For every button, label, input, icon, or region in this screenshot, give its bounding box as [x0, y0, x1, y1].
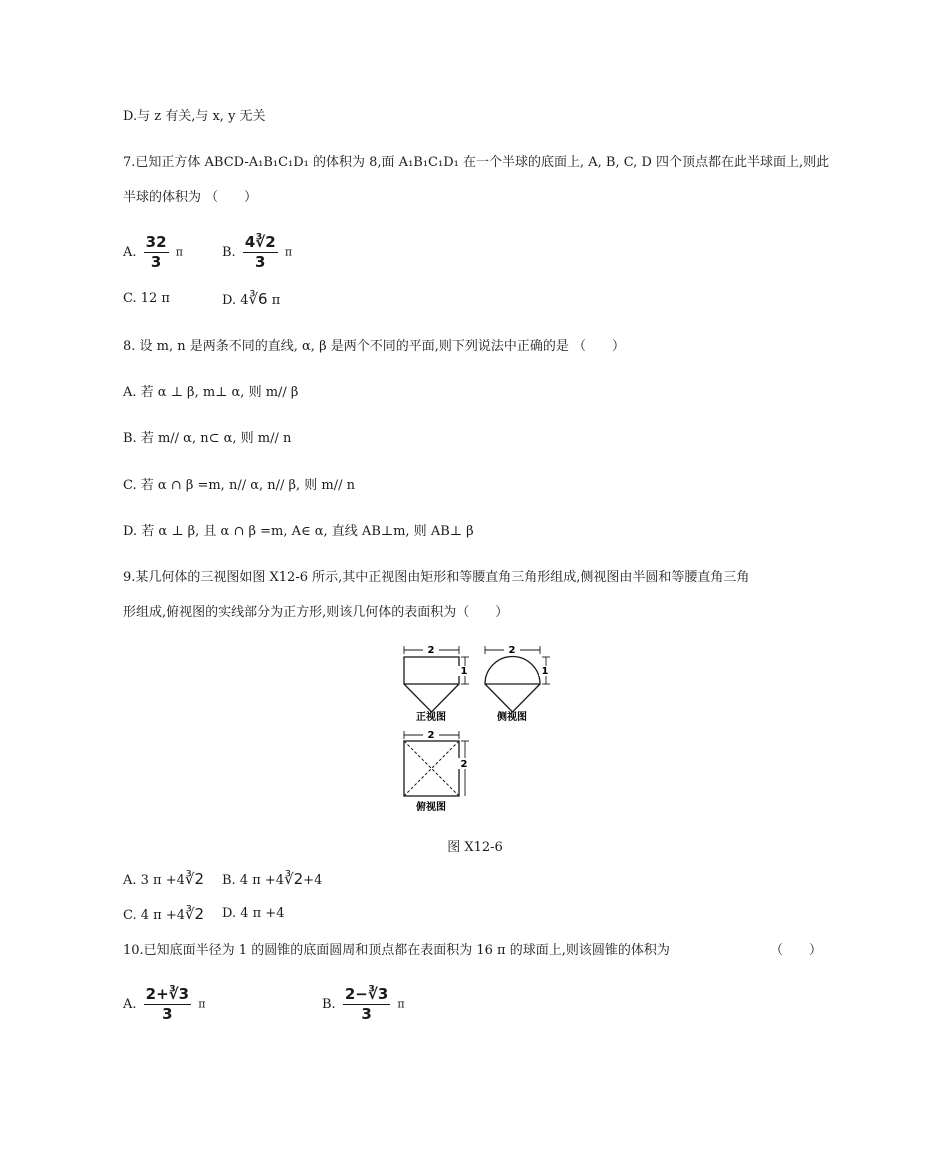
numerator: 2+∛3: [145, 985, 190, 1003]
option-suffix: +4: [303, 873, 323, 888]
q7-stem-line2: 半球的体积为 （ ）: [123, 190, 258, 205]
front-height-dim: 1: [460, 666, 468, 677]
side-width-dim: 2: [508, 645, 516, 656]
fraction: [144, 986, 191, 1023]
numerator: 2−∛3: [344, 985, 389, 1003]
q8-option-b: B. 若 m// α, n⊂ α, 则 m// n: [123, 431, 292, 446]
pi-symbol: π: [198, 997, 206, 1011]
cube-root: ∛6: [248, 290, 268, 308]
cube-root: ∛2: [184, 870, 205, 888]
numerator: 32: [145, 233, 167, 251]
top-height-dim: 2: [460, 759, 468, 770]
denominator: 3: [162, 1005, 173, 1023]
front-width-dim: 2: [427, 645, 435, 656]
cube-root: ∛2: [185, 905, 205, 923]
top-width-dim: 2: [427, 730, 435, 741]
q7-option-b: [222, 234, 292, 271]
denominator: 3: [255, 253, 266, 271]
front-view: [404, 646, 469, 712]
q9-option-a: [123, 870, 204, 890]
pi-symbol: π: [267, 293, 281, 308]
q10-option-b: [322, 986, 405, 1023]
q9-option-d: D. 4 π +4: [222, 906, 285, 921]
pi-symbol: π: [284, 245, 293, 259]
side-height-dim: 1: [541, 666, 549, 677]
option-label: B.: [322, 997, 336, 1012]
q8-option-a: A. 若 α ⊥ β, m⊥ α, 则 m// β: [123, 385, 299, 400]
top-view-label: 俯视图: [416, 802, 446, 813]
cube-root: ∛2: [284, 870, 304, 888]
pi-symbol: π: [175, 245, 183, 259]
option-text: D. 4: [222, 293, 249, 308]
numerator: 4∛2: [244, 233, 276, 251]
q7-option-c: C. 12 π: [123, 291, 170, 306]
q7-option-a: [123, 234, 183, 271]
fraction: [343, 986, 390, 1023]
pi-symbol: π: [397, 997, 405, 1011]
q8-option-c: C. 若 α ∩ β =m, n// α, n// β, 则 m// n: [123, 478, 356, 493]
q6-option-d: D.与 z 有关,与 x, y 无关: [123, 109, 266, 124]
q8-option-d: D. 若 α ⊥ β, 且 α ∩ β =m, A∈ α, 直线 AB⊥m, 则 AB⊥ β: [123, 524, 474, 539]
q9-stem-line1: 9.某几何体的三视图如图 X12-6 所示,其中正视图由矩形和等腰直角三角形组成,侧视图由半圆和等腰直角三角: [123, 570, 750, 585]
fraction: [144, 234, 169, 271]
denominator: 3: [150, 253, 162, 271]
q7-option-d: [222, 290, 280, 310]
q8-stem: 8. 设 m, n 是两条不同的直线, α, β 是两个不同的平面,则下列说法中正确的是 （ ）: [123, 339, 625, 354]
side-view-label: 侧视图: [497, 712, 527, 723]
q9-stem-line2: 形组成,俯视图的实线部分为正方形,则该几何体的表面积为（ ）: [123, 605, 509, 620]
q10-option-a: [123, 986, 206, 1023]
denominator: 3: [361, 1005, 372, 1023]
q9-option-c: [123, 905, 204, 925]
option-label: A.: [123, 245, 137, 260]
option-text: B. 4 π +4: [222, 873, 285, 888]
q10-stem: 10.已知底面半径为 1 的圆锥的底面圆周和顶点都在表面积为 16 π 的球面上,则该圆锥的体积为: [123, 943, 670, 958]
q9-option-b: [222, 870, 322, 890]
three-view-figure: [395, 640, 565, 815]
option-label: B.: [222, 245, 236, 260]
q10-answer-paren: （ ）: [770, 943, 823, 958]
side-view: [485, 646, 550, 712]
option-label: A.: [123, 997, 137, 1012]
option-text: A. 3 π +4: [123, 873, 185, 888]
front-view-label: 正视图: [416, 712, 446, 723]
figure-caption: 图 X12-6: [447, 840, 503, 855]
option-text: C. 4 π +4: [123, 908, 185, 923]
q7-stem-line1: 7.已知正方体 ABCD-A₁B₁C₁D₁ 的体积为 8,面 A₁B₁C₁D₁ 在一个半球的底面上, A, B, C, D 四个顶点都在此半球面上,则此: [123, 155, 830, 170]
fraction: [243, 234, 278, 271]
